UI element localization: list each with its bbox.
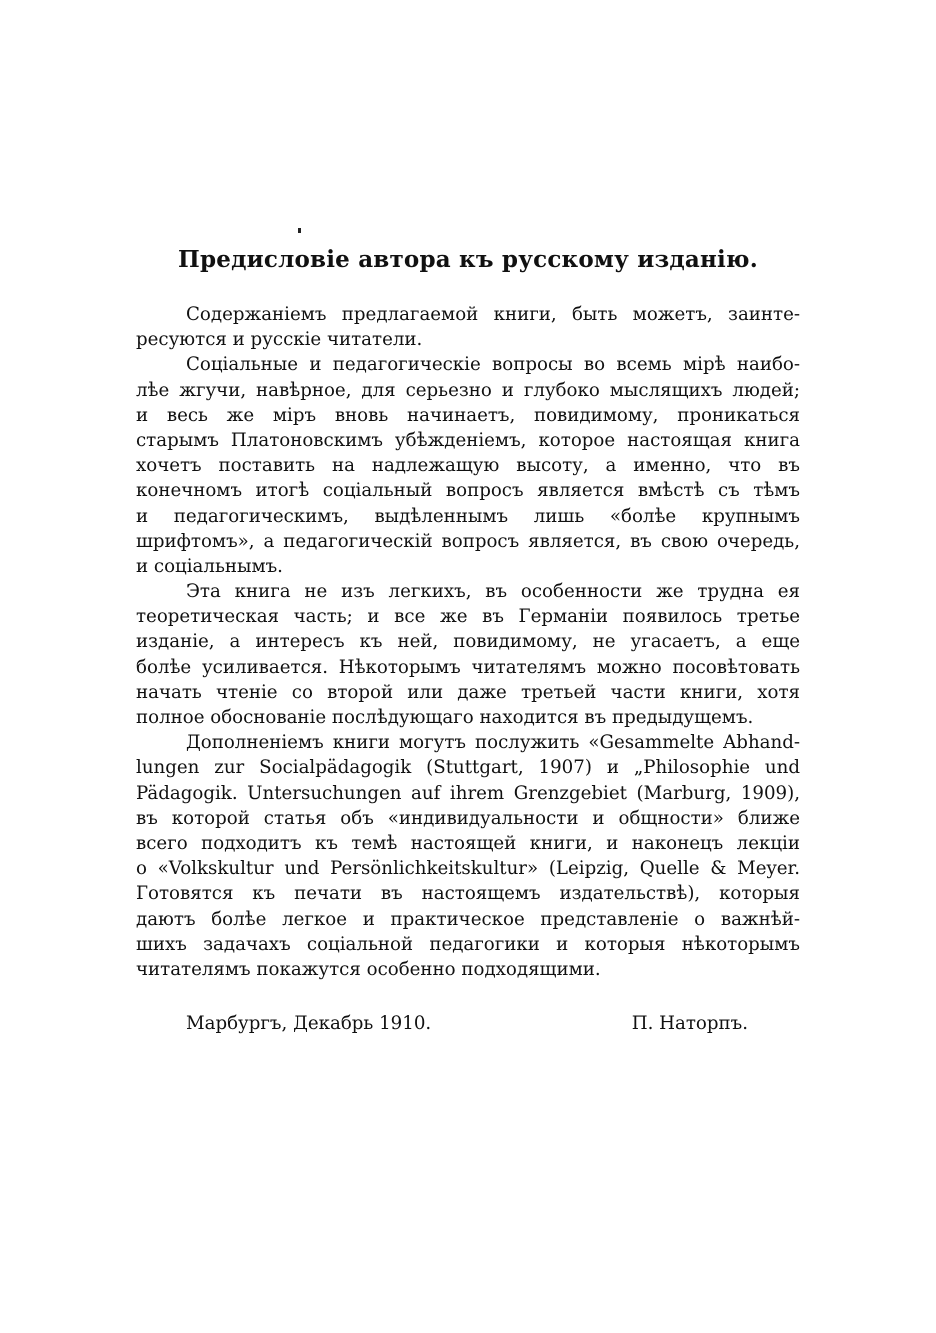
text-line: старымъ Платоновскимъ убѣжденіемъ, которое настоящая книга [136, 429, 800, 451]
text-line: въ которой статья объ «индивидуальности и общности» ближе [136, 807, 800, 829]
place-date: Марбургъ, Декабрь 1910. [186, 1013, 432, 1034]
text-line: начать чтеніе со второй или даже третьей части книги, хотя [136, 681, 800, 703]
text-line: конечномъ итогѣ соціальный вопросъ является вмѣстѣ съ тѣмъ [136, 480, 800, 502]
text-line: шихъ задачахъ соціальной педагогики и которыя нѣкоторымъ [136, 933, 800, 955]
text-line: ресуются и русскіе читатели. [136, 329, 423, 351]
text-line: и соціальнымъ. [136, 555, 283, 577]
text-line: изданіе, а интересъ къ ней, повидимому, не угасаетъ, а еще [136, 631, 800, 653]
text-line: Содержаніемъ предлагаемой книги, быть можетъ, заинте- [186, 304, 800, 325]
author-signature: П. Наторпъ. [631, 1013, 748, 1034]
text-line: о «Volkskultur und Persönlichkeitskultur» (Leipzig, Quelle & Meyer. [136, 858, 800, 880]
text-line: Дополненіемъ книги могутъ послужить «Gesammelte Abhand- [186, 732, 800, 754]
text-line: Соціальные и педагогическіе вопросы во всемь мірѣ наибо- [186, 354, 800, 376]
text-line: читателямъ покажутся особенно подходящими. [136, 958, 601, 980]
text-line: даютъ болѣе легкое и практическое представленіе о важнѣй- [136, 908, 800, 930]
text-line: хочетъ поставить на надлежащую высоту, а именно, что въ [136, 455, 800, 477]
text-line: lungen zur Socialpädagogik (Stuttgart, 1907) и „Philosophie und [136, 757, 800, 779]
text-line: всего подходитъ къ темѣ настоящей книги, и наконецъ лекціи [136, 832, 800, 854]
print-speck [298, 228, 301, 233]
signature-block [186, 1011, 748, 1037]
text-line: полное обоснованіе послѣдующаго находится въ предыдущемъ. [136, 707, 754, 728]
text-line: Готовятся къ печати въ настоящемъ издательствѣ), которыя [136, 883, 800, 905]
text-line: болѣе усиливается. Нѣкоторымъ читателямъ можно посовѣтовать [136, 656, 800, 678]
text-line: шрифтомъ», а педагогическій вопросъ является, въ свою очередь, [136, 530, 800, 552]
text-line: лѣе жгучи, навѣрное, для серьезно и глубоко мыслящихъ людей; [136, 379, 800, 401]
page-title: Предисловіе автора къ русскому изданію. [178, 246, 758, 273]
text-line: Эта книга не изъ легкихъ, въ особенности же трудна ея [186, 581, 800, 603]
text-line: Pädagogik. Untersuchungen auf ihrem Grenzgebiet (Marburg, 1909), [136, 782, 800, 804]
text-line: и весь же міръ вновь начинаетъ, повидимому, проникаться [136, 404, 800, 426]
text-line: теоретическая часть; и все же въ Германіи появилось третье [136, 606, 800, 628]
text-line: и педагогическимъ, выдѣленнымъ лишь «болѣе крупнымъ [136, 505, 800, 527]
preface-text [136, 302, 800, 982]
